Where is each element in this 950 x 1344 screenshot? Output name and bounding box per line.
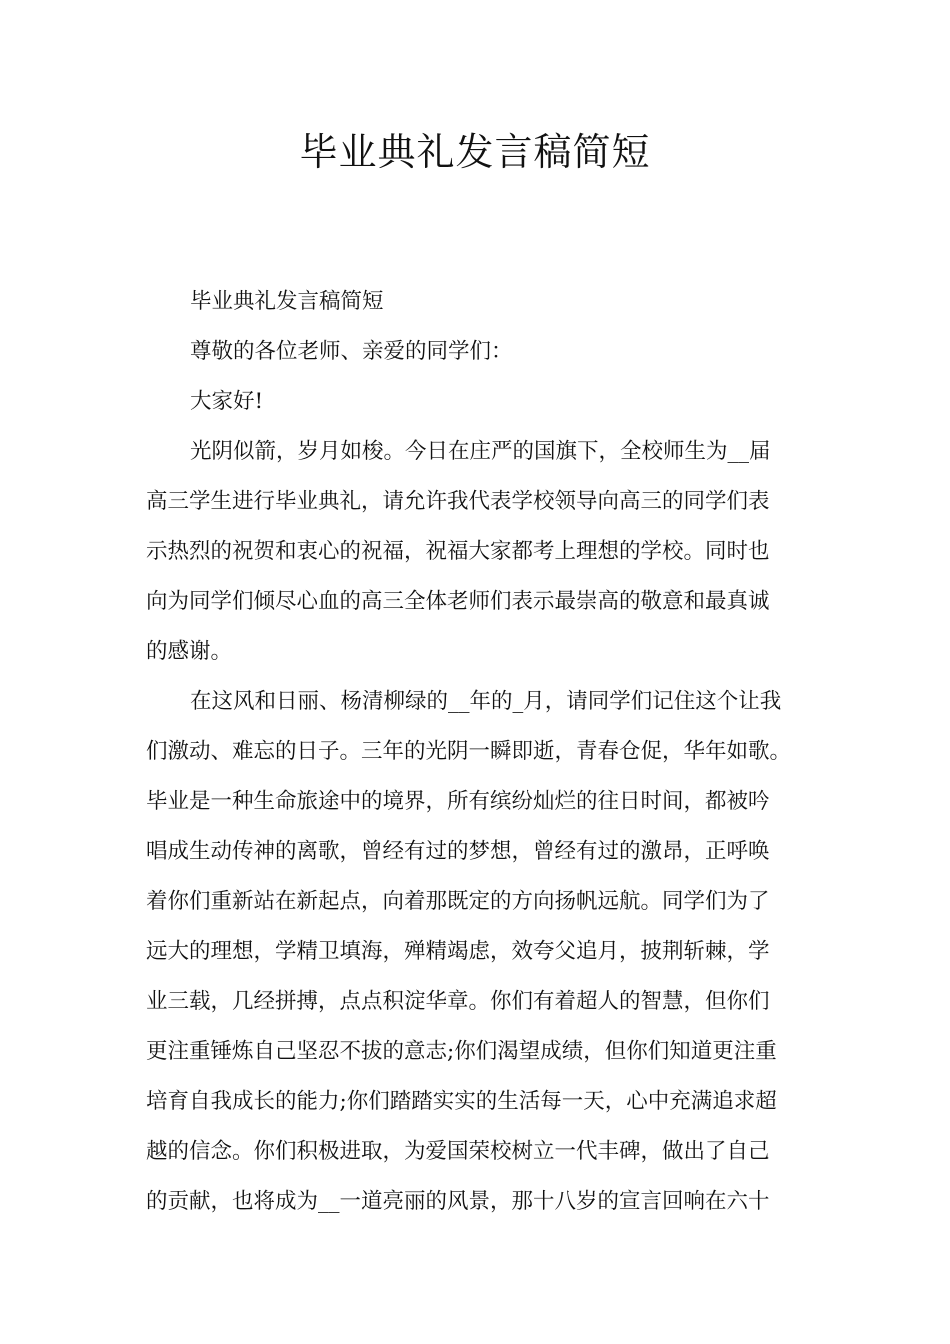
text-line: 示热烈的祝贺和衷心的祝福，祝福大家都考上理想的学校。同时也 xyxy=(146,539,770,564)
text-line: 在这风和日丽、杨清柳绿的__年的_月，请同学们记住这个让我 xyxy=(190,689,782,714)
text-line: 的贡献，也将成为__一道亮丽的风景，那十八岁的宣言回响在六十 xyxy=(146,1189,770,1214)
text-line: 尊敬的各位老师、亲爱的同学们： xyxy=(190,339,513,364)
text-line: 光阴似箭，岁月如梭。今日在庄严的国旗下，全校师生为__届 xyxy=(190,439,771,464)
text-line: 大家好! xyxy=(190,389,264,414)
text-line: 着你们重新站在新起点，向着那既定的方向扬帆远航。同学们为了 xyxy=(146,889,770,914)
text-line: 高三学生进行毕业典礼，请允许我代表学校领导向高三的同学们表 xyxy=(146,489,770,514)
document-body xyxy=(146,277,804,1227)
text-line: 毕业典礼发言稿简短 xyxy=(190,289,384,314)
text-line: 向为同学们倾尽心血的高三全体老师们表示最崇高的敬意和最真诚 xyxy=(146,589,770,614)
text-line: 越的信念。你们积极进取，为爱国荣校树立一代丰碑，做出了自己 xyxy=(146,1139,770,1164)
text-line: 培育自我成长的能力;你们踏踏实实的生活每一天，心中充满追求超 xyxy=(146,1089,777,1114)
text-line: 远大的理想，学精卫填海，殚精竭虑，效夸父追月，披荆斩棘，学 xyxy=(146,939,770,964)
text-line: 们激动、难忘的日子。三年的光阴一瞬即逝，青春仓促，华年如歌。 xyxy=(146,739,792,764)
text-line: 更注重锤炼自己坚忍不拔的意志;你们渴望成绩，但你们知道更注重 xyxy=(146,1039,777,1064)
text-line: 业三载，几经拼搏，点点积淀华章。你们有着超人的智慧，但你们 xyxy=(146,989,770,1014)
text-line: 的感谢。 xyxy=(146,639,233,664)
text-line: 唱成生动传神的离歌，曾经有过的梦想，曾经有过的激昂，正呼唤 xyxy=(146,839,770,864)
text-line: 毕业是一种生命旅途中的境界，所有缤纷灿烂的往日时间，都被吟 xyxy=(146,789,770,814)
document-title: 毕业典礼发言稿简短 xyxy=(299,130,651,174)
